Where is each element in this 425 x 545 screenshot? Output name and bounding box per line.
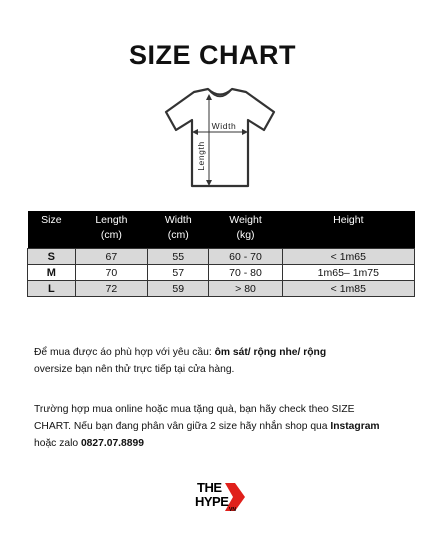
cell-width: 59 (148, 281, 209, 297)
cell-length: 70 (75, 265, 147, 281)
cell-height: < 1m85 (282, 281, 414, 297)
cell-weight: > 80 (209, 281, 282, 297)
header-weight: Weight (kg) (209, 211, 282, 249)
width-label: Width (211, 121, 237, 131)
online-note: Trường hợp mua online hoặc mua tặng quà, bạn hãy check theo SIZE CHART. Nếu bạn đang phân vân giữa 2 size hãy nhắn shop qua Instagram hoặc zalo 0827.07.8899 (34, 404, 380, 449)
size-table (27, 211, 415, 297)
cell-size: M (28, 265, 76, 281)
cell-width: 55 (148, 249, 209, 265)
instagram-label: Instagram (330, 421, 380, 432)
fit-options: ôm sát/ rộng nhe/ rộng (214, 347, 327, 358)
tshirt-diagram (164, 86, 276, 190)
zalo-phone: 0827.07.8899 (80, 438, 144, 449)
cell-height: 1m65– 1m75 (282, 265, 414, 281)
cell-weight: 70 - 80 (209, 265, 282, 281)
cell-length: 72 (75, 281, 147, 297)
fit-note: Để mua được áo phù hợp với yêu cầu: ôm sát/ rộng nhe/ rộng oversize bạn nên thử trực tiếp tại cửa hàng. (34, 347, 327, 375)
header-height: Height (282, 211, 414, 249)
cell-weight: 60 - 70 (209, 249, 282, 265)
cell-size: L (28, 281, 76, 297)
tshirt-outline (166, 89, 274, 186)
header-size: Size (28, 211, 76, 249)
table-header-row (28, 211, 415, 249)
cell-size: S (28, 249, 76, 265)
logo-line2: HYPE (195, 494, 229, 509)
cell-height: < 1m65 (282, 249, 414, 265)
table-row (28, 265, 415, 281)
logo-line1: THE (197, 480, 222, 495)
cell-length: 67 (75, 249, 147, 265)
cell-width: 57 (148, 265, 209, 281)
thehype-logo (189, 477, 247, 513)
table-row (28, 281, 415, 297)
page-title: SIZE CHART (129, 40, 296, 70)
header-length: Length (cm) (75, 211, 147, 249)
table-row (28, 249, 415, 265)
header-width: Width (cm) (148, 211, 209, 249)
logo-suffix: VN (229, 507, 236, 513)
length-label: Length (196, 141, 206, 171)
